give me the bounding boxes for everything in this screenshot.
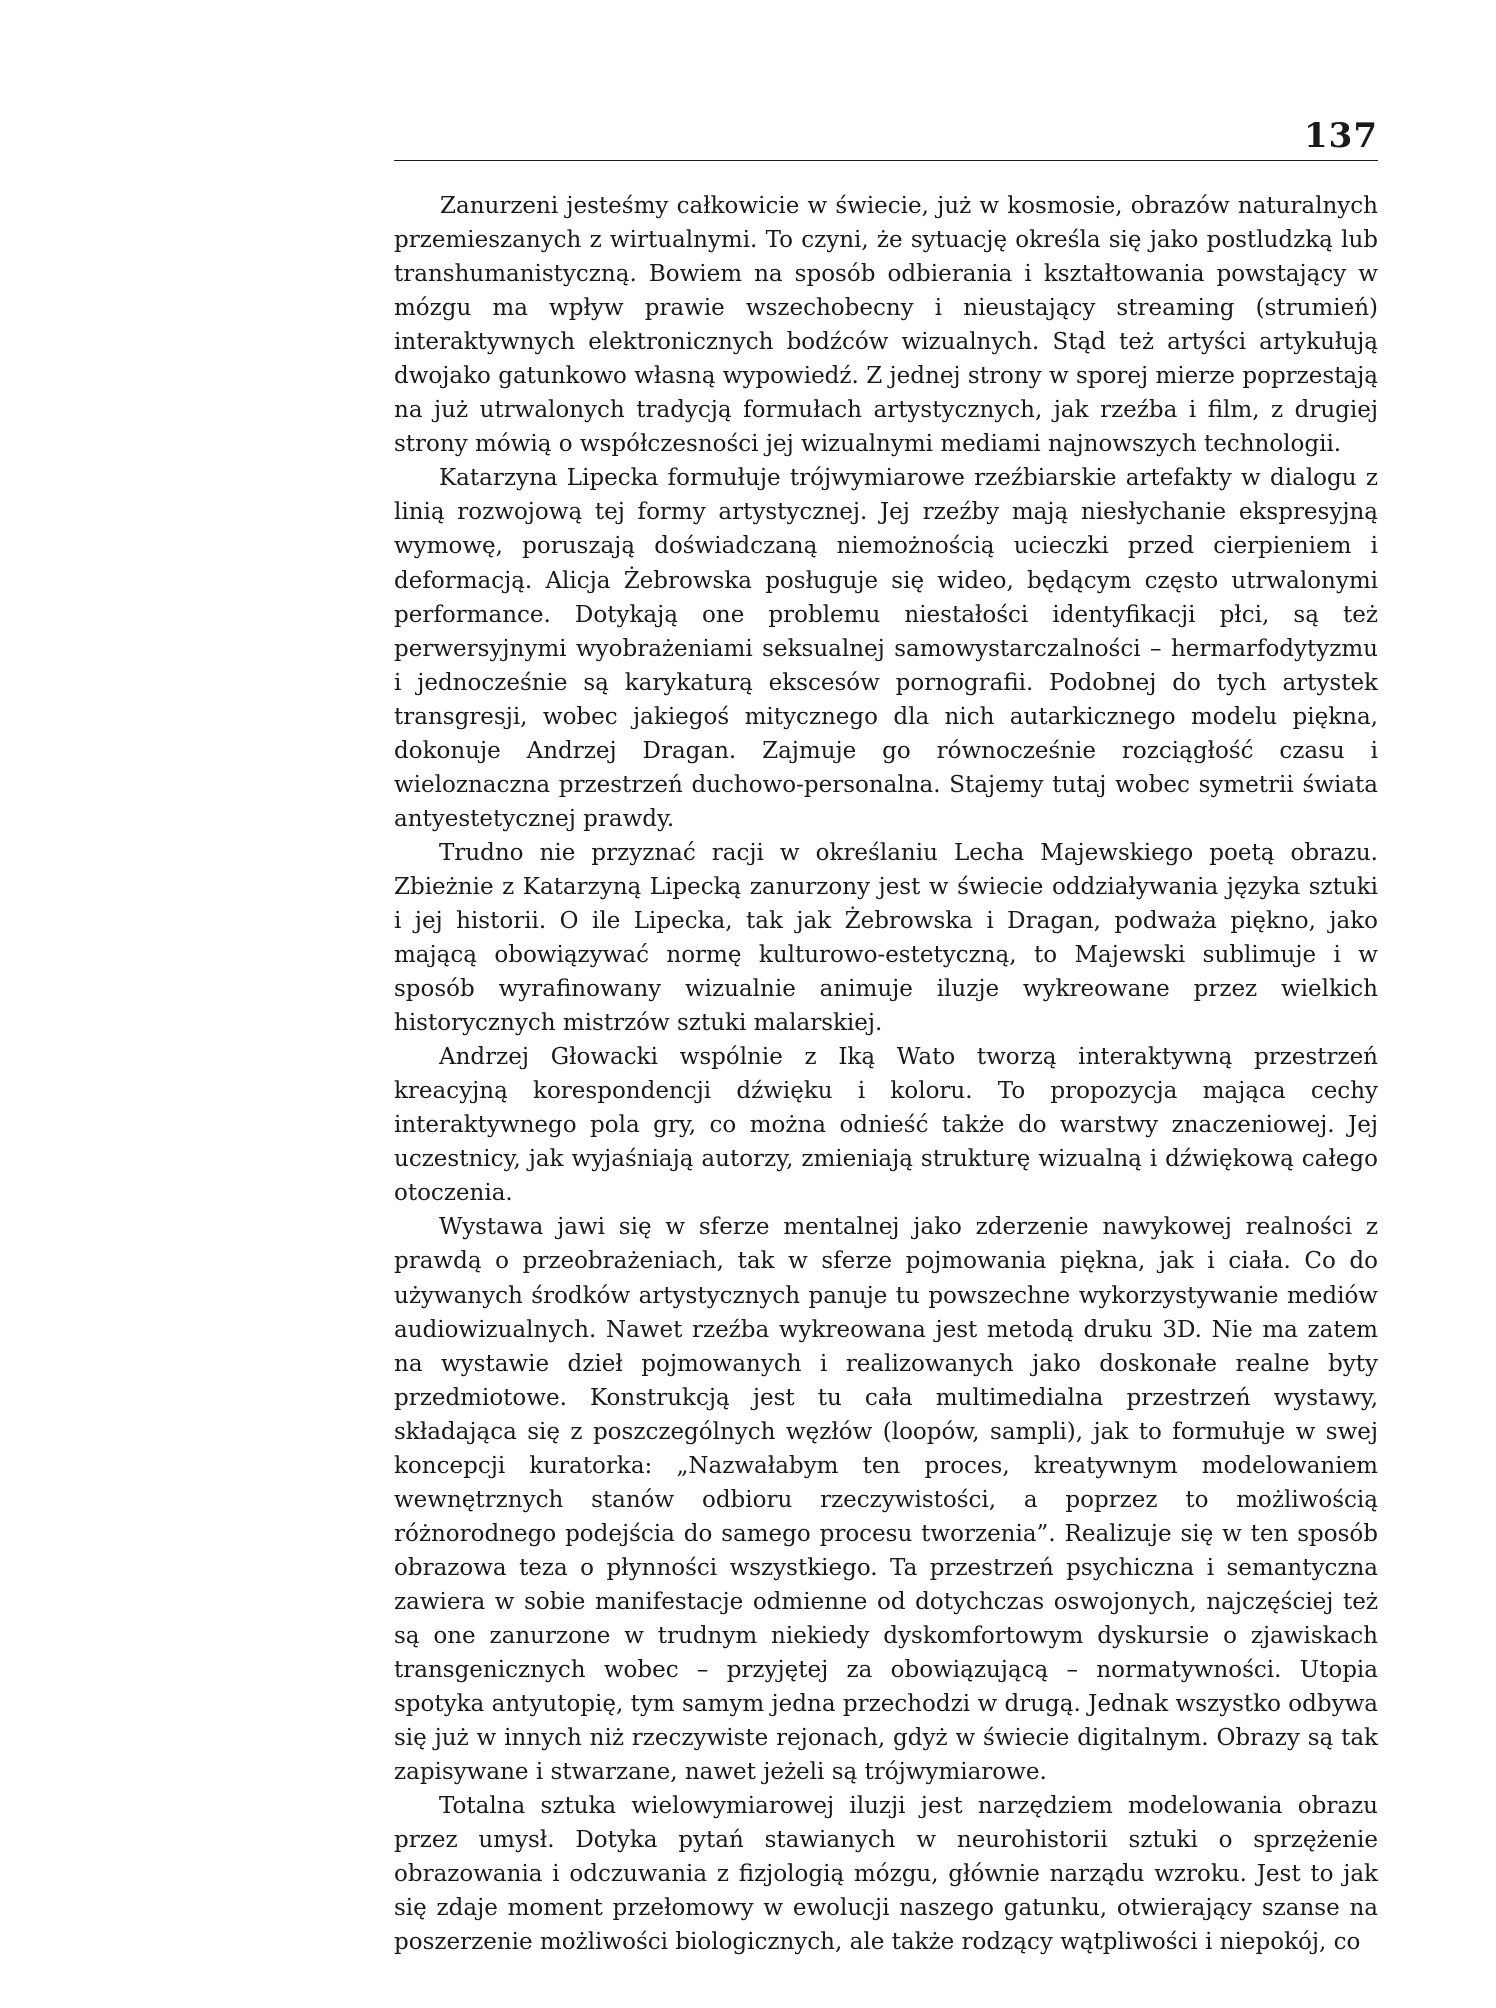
paragraph: Trudno nie przyznać racji w określaniu Lecha Majewskiego poetą obrazu. Zbieżnie z Katarzyną Lipecką zanurzony jest w świecie oddziaływania języka sztuki i jej historii. O ile Lipecka, tak jak Żebrowska i Dragan, podważa piękno, jako mającą obowiązywać normę kulturowo-estetyczną, to Majewski sublimuje i w sposób wyrafinowany wizualnie animuje iluzje wykreowane przez wielkich historycznych mistrzów sztuki malarskiej. (394, 839, 1378, 1037)
paragraph: Wystawa jawi się w sferze mentalnej jako zderzenie nawykowej realności z prawdą o przeobrażeniach, tak w sferze pojmowania piękna, jak i ciała. Co do używanych środków artystycznych panuje tu powszechne wykorzystywanie mediów audiowizualnych. Nawet rzeźba wykreowana jest metodą druku 3D. Nie ma zatem na wystawie dzieł pojmowanych i realizowanych jako doskonałe realne byty przedmiotowe. Konstrukcją jest tu cała multimedialna przestrzeń wystawy, składająca się z poszczególnych węzłów (loopów, sampli), jak to formułuje w swej koncepcji kuratorka: „Nazwałabym ten proces, kreatywnym modelowaniem wewnętrznych stanów odbioru rzeczywistości, a poprzez to możliwością różnorodnego podejścia do samego procesu tworzenia”. Realizuje się w ten sposób obrazowa teza o płynności wszystkiego. Ta przestrzeń psychiczna i semantyczna zawiera w sobie manifestacje odmienne od dotychczas oswojonych, najczęściej też są one zanurzone w trudnym niekiedy dyskomfortowym dyskursie o zjawiskach transgenicznych wobec – przyjętej za obowiązującą – normatywności. Utopia spotyka antyutopię, tym samym jedna przechodzi w drugą. Jednak wszystko odbywa się już w innych niż rzeczywiste rejonach, gdyż w świecie digitalnym. Obrazy są tak zapisywane i stwarzane, nawet jeżeli są trójwymiarowe. (394, 1214, 1378, 1786)
page-number: 137 (1304, 116, 1378, 156)
paragraph: Totalna sztuka wielowymiarowej iluzji jest narzędziem modelowania obrazu przez umysł. Dotyka pytań stawianych w neurohistorii sztuki o sprzężenie obrazowania i odczuwania z fizjologią mózgu, głównie narządu wzroku. Jest to jak się zdaje moment przełomowy w ewolucji naszego gatunku, otwierający szanse na poszerzenie możliwości biologicznych, ale także rodzący wątpliwości i niepokój, co (394, 1793, 1378, 1956)
page-header (394, 112, 1378, 161)
paragraph: Katarzyna Lipecka formułuje trójwymiarowe rzeźbiarskie artefakty w dialogu z linią rozwojową tej formy artystycznej. Jej rzeźby mają niesłychanie ekspresyjną wymowę, poruszają doświadczaną niemożnością ucieczki przed cierpieniem i deformacją. Alicja Żebrowska posługuje się wideo, będącym często utrwalonymi performance. Dotykają one problemu niestałości identyfikacji płci, są też perwersyjnymi wyobrażeniami seksualnej samowystarczalności – hermarfodytyzmu i jednocześnie są karykaturą ekscesów pornografii. Podobnej do tych artystek transgresji, wobec jakiegoś mitycznego dla nich autarkicznego modelu piękna, dokonuje Andrzej Dragan. Zajmuje go równocześnie rozciągłość czasu i wieloznaczna przestrzeń duchowo-personalna. Stajemy tutaj wobec symetrii świata antyestetycznej prawdy. (394, 465, 1378, 832)
paragraph: Andrzej Głowacki wspólnie z Iką Wato tworzą interaktywną przestrzeń kreacyjną korespondencji dźwięku i koloru. To propozycja mająca cechy interaktywnego pola gry, co można odnieść także do warstwy znaczeniowej. Jej uczestnicy, jak wyjaśniają autorzy, zmieniają strukturę wizualną i dźwiękową całego otoczenia. (394, 1044, 1378, 1207)
paragraph: Zanurzeni jesteśmy całkowicie w świecie, już w kosmosie, obrazów naturalnych przemieszanych z wirtualnymi. To czyni, że sytuację określa się jako postludzką lub transhumanistyczną. Bowiem na sposób odbierania i kształtowania powstający w mózgu ma wpływ prawie wszechobecny i nieustający streaming (strumień) interaktywnych elektronicznych bodźców wizualnych. Stąd też artyści artykułują dwojako gatunkowo własną wypowiedź. Z jednej strony w sporej mierze poprzestają na już utrwalonych tradycją formułach artystycznych, jak rzeźba i film, z drugiej strony mówią o współczesności jej wizualnymi mediami najnowszych technologii. (394, 193, 1378, 458)
body-text (394, 189, 1378, 1959)
